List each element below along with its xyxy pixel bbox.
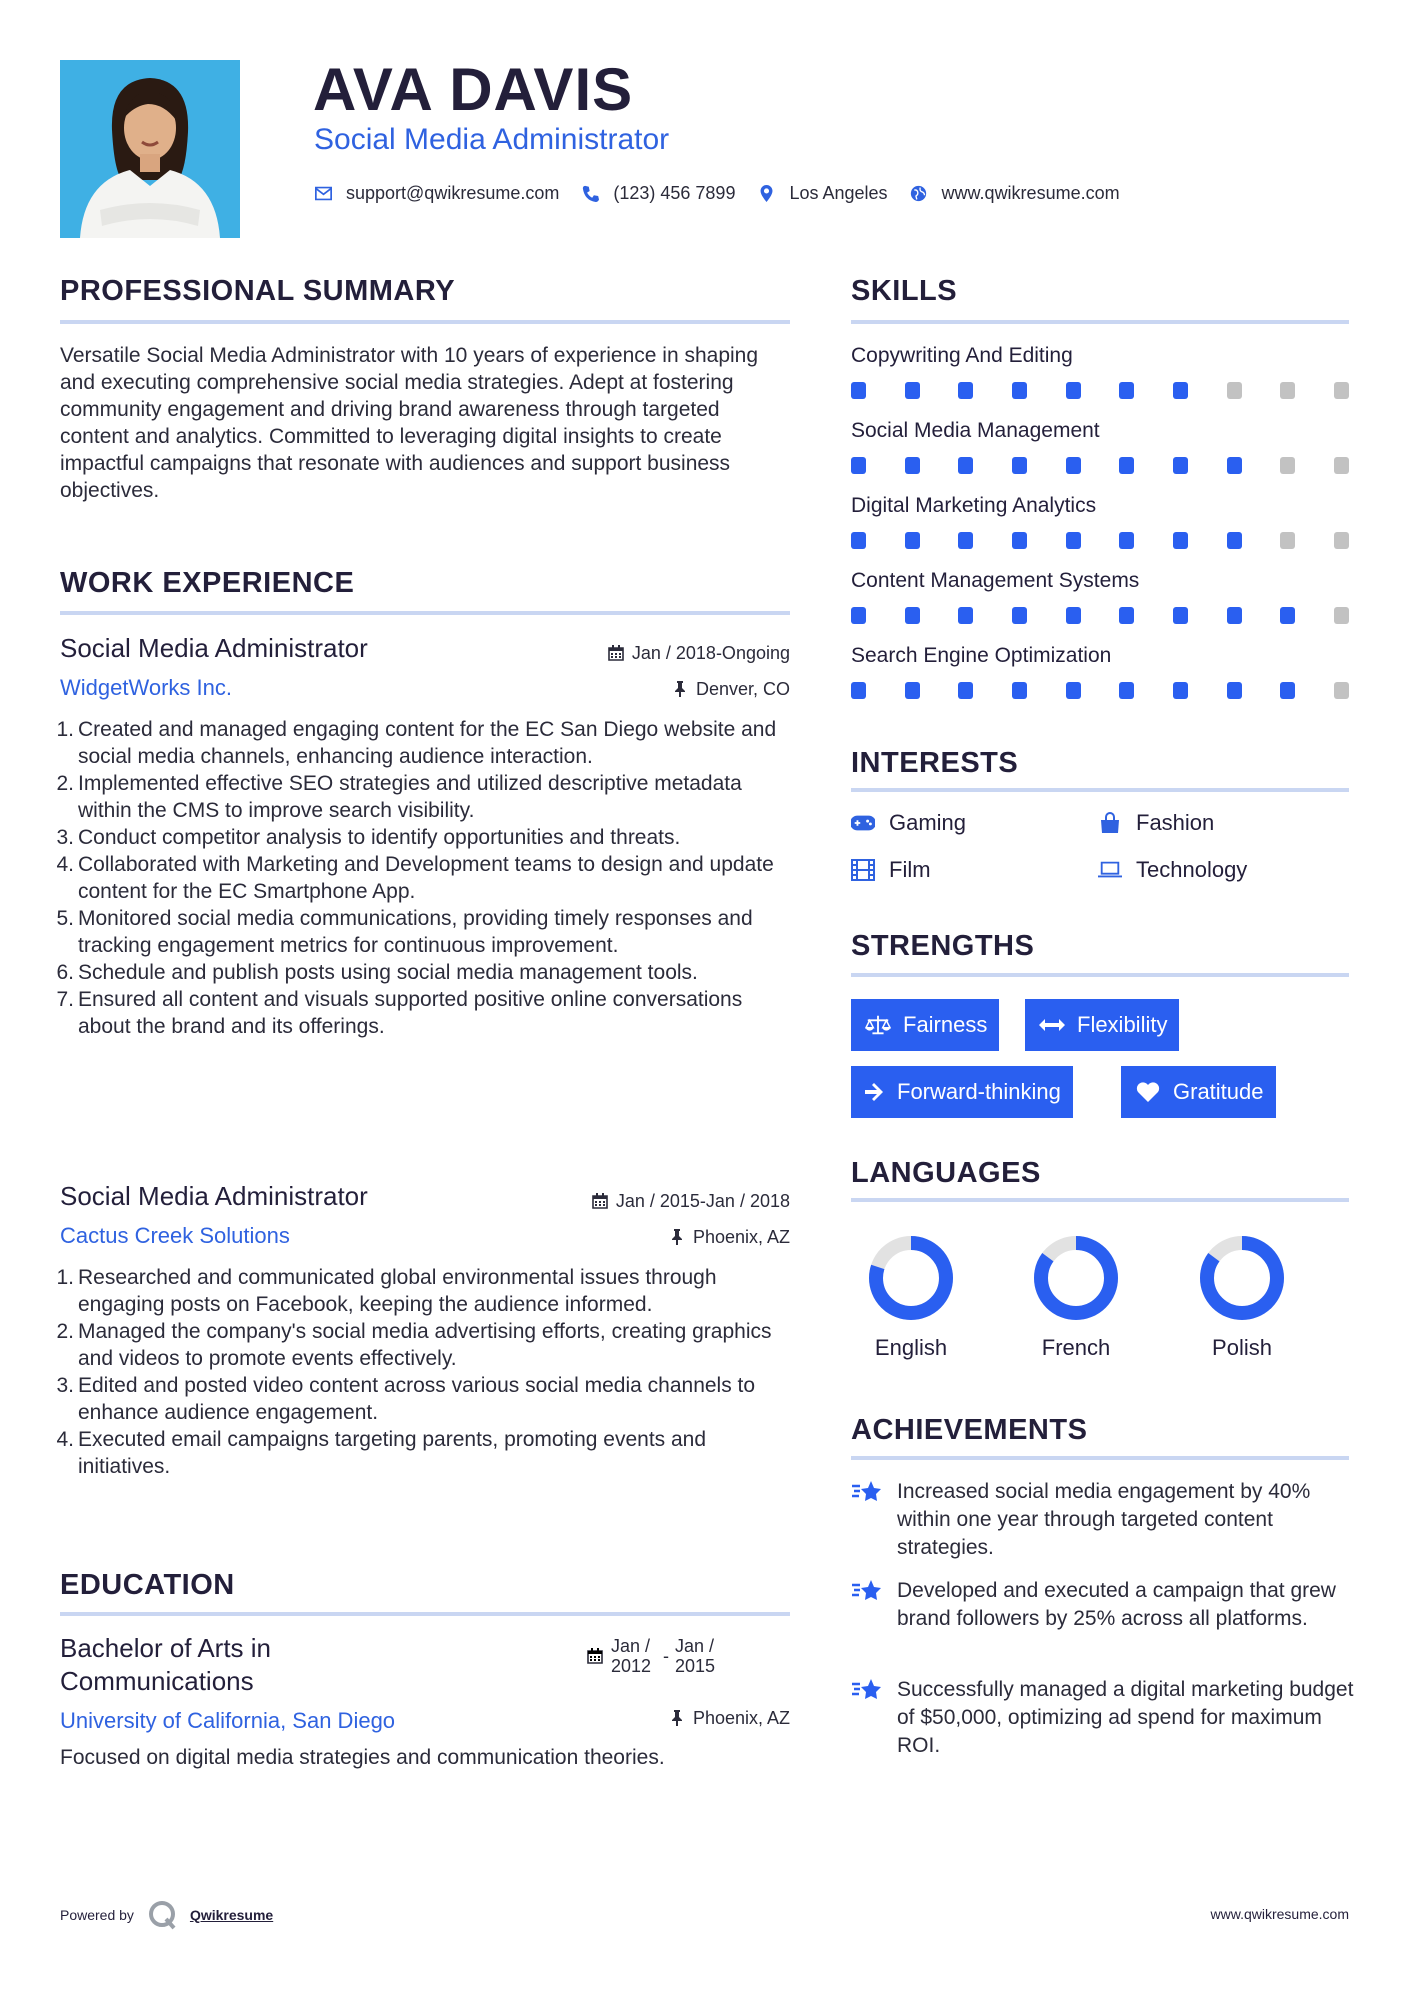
- skill-rating: [851, 382, 1349, 400]
- list-item: Researched and communicated global environmental issues through engaging posts on Facebook, keeping the audience informed.: [78, 1266, 717, 1316]
- summary-text: Versatile Social Media Administrator with 10 years of experience in shaping and executing comprehensive social media strategies. Adept at fostering community engagement and driving brand awareness through targeted content and analytics. Committed to leveraging digital insights to create impactful campaigns that resonate with audiences and support business objectives.: [60, 344, 759, 502]
- profile-photo: [60, 60, 240, 238]
- list-item: Created and managed engaging content for the EC San Diego website and social media channels, enhancing audience interaction.: [78, 718, 777, 768]
- skill-dot-filled: [1066, 457, 1081, 474]
- list-item: Monitored social media communications, providing timely responses and tracking engagement metrics for continuous improvement.: [78, 907, 753, 957]
- skill-dot-filled: [1227, 607, 1242, 624]
- school-name: University of California, San Diego: [60, 1708, 396, 1733]
- strength-label: Flexibility: [1077, 1012, 1168, 1037]
- powered-by-text: Powered by: [60, 1907, 134, 1923]
- website-text: www.qwikresume.com: [941, 182, 1120, 203]
- achievement-text: Developed and executed a campaign that grew brand followers by 25% across all platforms.: [897, 1579, 1336, 1630]
- laptop-icon: [1098, 859, 1122, 881]
- skill-dot-filled: [958, 682, 973, 699]
- map-marker-icon: [757, 185, 775, 202]
- skill-dot-filled: [1280, 607, 1295, 624]
- skill-dot-filled: [1227, 532, 1242, 549]
- qwikresume-link[interactable]: Qwikresume: [189, 1907, 274, 1923]
- skill-dot-filled: [1119, 607, 1134, 624]
- interest-label: Film: [889, 857, 931, 882]
- contact-bar: [314, 178, 1142, 208]
- skill-dot-filled: [905, 457, 920, 474]
- achievement-item: [851, 1577, 1361, 1633]
- skill-dot-filled: [1173, 457, 1188, 474]
- contact-location: [757, 183, 887, 204]
- skill-dot-filled: [1066, 532, 1081, 549]
- education-end: [675, 1636, 715, 1676]
- strength-label: Fairness: [903, 1012, 988, 1037]
- job-dates-text: Jan / 2018-Ongoing: [631, 643, 790, 663]
- languages-divider: [851, 1198, 1349, 1202]
- education-date-separator: -: [663, 1646, 669, 1666]
- strength-tag: [1025, 999, 1179, 1051]
- achievements-heading: ACHIEVEMENTS: [851, 1414, 1088, 1446]
- skill-dot-filled: [851, 382, 866, 399]
- calendar-icon: [608, 645, 624, 661]
- list-item: Schedule and publish posts using social media management tools.: [78, 961, 698, 984]
- company-name: WidgetWorks Inc.: [60, 675, 232, 700]
- achievement-item: [851, 1676, 1361, 1760]
- interests-heading: INTERESTS: [851, 747, 1019, 779]
- language-proficiency-ring: [1033, 1235, 1119, 1321]
- list-item: Ensured all content and visuals supported positive online conversations about the brand and its offerings.: [78, 988, 743, 1038]
- footer-website[interactable]: www.qwikresume.com: [1210, 1906, 1349, 1922]
- skill-dot-filled: [1173, 532, 1188, 549]
- skill-dot-filled: [1280, 682, 1295, 699]
- language-proficiency-ring: [868, 1235, 954, 1321]
- skill-dot-filled: [1012, 382, 1027, 399]
- experience-heading: WORK EXPERIENCE: [60, 567, 355, 599]
- school-location-text: Phoenix, AZ: [692, 1708, 790, 1728]
- skill-dot-filled: [1012, 532, 1027, 549]
- job-duties-list: [60, 1264, 800, 1480]
- list-item: Edited and posted video content across various social media channels to enhance audience engagement.: [78, 1374, 756, 1424]
- strength-label: Gratitude: [1173, 1079, 1264, 1104]
- strengths-heading: STRENGTHS: [851, 930, 1035, 962]
- contact-website[interactable]: [910, 183, 1120, 204]
- degree-line-1: Bachelor of Arts in: [60, 1633, 271, 1663]
- education-start: [611, 1636, 663, 1676]
- school-location: [669, 1706, 790, 1730]
- language-label: English: [874, 1335, 948, 1360]
- arrow-right-icon: [865, 1081, 885, 1103]
- education-end-month: Jan /: [675, 1636, 715, 1656]
- skill-dot-filled: [1119, 682, 1134, 699]
- job-dates-text: Jan / 2015-Jan / 2018: [615, 1191, 790, 1211]
- skill-dot-empty: [1280, 532, 1295, 549]
- globe-icon: [910, 185, 928, 202]
- skill-rating: [851, 532, 1349, 550]
- education-description: Focused on digital media strategies and communication theories.: [60, 1746, 665, 1769]
- language-item: [1182, 1235, 1302, 1362]
- skill-dot-filled: [1066, 607, 1081, 624]
- skill-dot-filled: [1066, 382, 1081, 399]
- job-location-text: Phoenix, AZ: [692, 1227, 790, 1247]
- job-location: [672, 677, 790, 701]
- pin-icon: [669, 1710, 685, 1726]
- candidate-title: Social Media Administrator: [314, 123, 670, 156]
- interest-item: [851, 809, 966, 837]
- achievement-text: Increased social media engagement by 40% within one year through targeted content strategies.: [897, 1480, 1311, 1559]
- skill-dot-filled: [851, 457, 866, 474]
- skill-dot-empty: [1334, 457, 1349, 474]
- education-dates: [587, 1636, 715, 1676]
- skill-dot-filled: [851, 532, 866, 549]
- skill-dot-filled: [1012, 607, 1027, 624]
- skill-dot-filled: [1012, 457, 1027, 474]
- language-label: Polish: [1212, 1335, 1272, 1360]
- interest-item: [1098, 856, 1247, 884]
- shooting-star-icon: [851, 1478, 883, 1506]
- interest-label: Gaming: [889, 810, 967, 835]
- skill-dot-filled: [1012, 682, 1027, 699]
- languages-heading: LANGUAGES: [851, 1157, 1041, 1189]
- skill-rating: [851, 682, 1349, 700]
- skill-dot-empty: [1334, 382, 1349, 399]
- skills-heading: SKILLS: [851, 275, 958, 307]
- interest-label: Fashion: [1136, 810, 1215, 835]
- skill-rating: [851, 607, 1349, 625]
- strengths-divider: [851, 973, 1349, 977]
- list-item: Conduct competitor analysis to identify opportunities and threats.: [78, 826, 681, 849]
- skill-dot-empty: [1334, 607, 1349, 624]
- email-text: support@qwikresume.com: [346, 182, 560, 203]
- list-item: Collaborated with Marketing and Development teams to design and update content for the EC Smartphone App.: [78, 853, 774, 903]
- phone-text: (123) 456 7899: [613, 182, 736, 203]
- candidate-name: AVA DAVIS: [313, 56, 634, 123]
- arrows-horizontal-icon: [1039, 1014, 1065, 1036]
- skill-dot-filled: [1119, 532, 1134, 549]
- skill-dot-empty: [1334, 532, 1349, 549]
- skill-rating: [851, 457, 1349, 475]
- skills-divider: [851, 320, 1349, 324]
- location-text: Los Angeles: [789, 182, 888, 203]
- skill-dot-filled: [905, 607, 920, 624]
- language-item: [851, 1235, 971, 1362]
- strength-label: Forward-thinking: [897, 1079, 1061, 1104]
- pin-icon: [672, 681, 688, 697]
- pin-icon: [669, 1229, 685, 1245]
- skill-name: Search Engine Optimization: [851, 644, 1112, 667]
- heart-icon: [1135, 1081, 1161, 1103]
- job-title: Social Media Administrator: [60, 1181, 368, 1211]
- summary-heading: PROFESSIONAL SUMMARY: [60, 275, 456, 307]
- list-item: Implemented effective SEO strategies and utilized descriptive metadata within the CMS to improve search visibility.: [78, 772, 742, 822]
- job-location: [669, 1225, 790, 1249]
- skill-dot-filled: [851, 682, 866, 699]
- shooting-star-icon: [851, 1676, 883, 1704]
- degree-line-2: Communications: [60, 1666, 254, 1696]
- achievement-item: [851, 1478, 1361, 1562]
- experience-divider: [60, 611, 790, 615]
- list-item: Executed email campaigns targeting parents, promoting events and initiatives.: [78, 1428, 707, 1478]
- job-title: Social Media Administrator: [60, 633, 368, 663]
- skill-dot-empty: [1334, 682, 1349, 699]
- skill-name: Copywriting And Editing: [851, 344, 1073, 367]
- strength-tag: [1121, 1066, 1276, 1118]
- film-icon: [851, 859, 875, 881]
- language-label: French: [1041, 1335, 1111, 1360]
- interest-label: Technology: [1136, 857, 1248, 882]
- skill-name: Social Media Management: [851, 419, 1100, 442]
- degree-title: [60, 1632, 271, 1698]
- skill-dot-filled: [905, 382, 920, 399]
- shooting-star-icon: [851, 1577, 883, 1605]
- skill-dot-empty: [1227, 382, 1242, 399]
- skill-dot-filled: [1066, 682, 1081, 699]
- shopping-bag-icon: [1098, 812, 1122, 834]
- language-item: [1016, 1235, 1136, 1362]
- calendar-icon: [587, 1648, 603, 1664]
- skill-dot-filled: [958, 457, 973, 474]
- gamepad-icon: [851, 812, 875, 834]
- skill-dot-filled: [1227, 457, 1242, 474]
- strength-tag: [851, 1066, 1073, 1118]
- strength-tag: [851, 999, 999, 1051]
- phone-icon: [581, 185, 599, 202]
- education-start-month: Jan /: [611, 1636, 651, 1656]
- skill-name: Digital Marketing Analytics: [851, 494, 1097, 517]
- calendar-icon: [592, 1193, 608, 1209]
- job-dates: [608, 641, 790, 665]
- education-end-year: 2015: [675, 1656, 716, 1676]
- summary-divider: [60, 320, 790, 324]
- skill-dot-filled: [958, 382, 973, 399]
- education-start-year: 2012: [611, 1656, 652, 1676]
- skill-dot-filled: [1173, 607, 1188, 624]
- footer-powered-by: [60, 1900, 273, 1930]
- language-proficiency-ring: [1199, 1235, 1285, 1321]
- skill-dot-empty: [1280, 382, 1295, 399]
- contact-phone[interactable]: [581, 183, 735, 204]
- interest-item: [1098, 809, 1214, 837]
- education-divider: [60, 1612, 790, 1616]
- job-dates: [592, 1189, 790, 1213]
- achievement-text: Successfully managed a digital marketing budget of $50,000, optimizing ad spend for maximum ROI.: [897, 1678, 1354, 1757]
- interest-item: [851, 856, 931, 884]
- skill-dot-filled: [905, 532, 920, 549]
- job-location-text: Denver, CO: [695, 679, 790, 699]
- company-name: Cactus Creek Solutions: [60, 1223, 290, 1248]
- balance-scale-icon: [865, 1014, 891, 1036]
- envelope-icon: [314, 185, 332, 202]
- job-duties-list: [60, 716, 800, 1040]
- skill-dot-filled: [1173, 682, 1188, 699]
- skill-dot-filled: [905, 682, 920, 699]
- interests-divider: [851, 788, 1349, 792]
- skill-dot-filled: [958, 532, 973, 549]
- skill-name: Content Management Systems: [851, 569, 1140, 592]
- skill-dot-filled: [1173, 382, 1188, 399]
- skill-dot-filled: [1119, 382, 1134, 399]
- achievements-divider: [851, 1456, 1349, 1460]
- education-heading: EDUCATION: [60, 1569, 235, 1601]
- profile-photo-illustration: [60, 60, 240, 238]
- skill-dot-filled: [1119, 457, 1134, 474]
- skill-dot-empty: [1280, 457, 1295, 474]
- qwikresume-logo-icon: [148, 1900, 178, 1930]
- contact-email[interactable]: [314, 183, 559, 204]
- list-item: Managed the company's social media advertising efforts, creating graphics and videos to promote events effectively.: [78, 1320, 772, 1370]
- skill-dot-filled: [851, 607, 866, 624]
- skill-dot-filled: [958, 607, 973, 624]
- skill-dot-filled: [1227, 682, 1242, 699]
